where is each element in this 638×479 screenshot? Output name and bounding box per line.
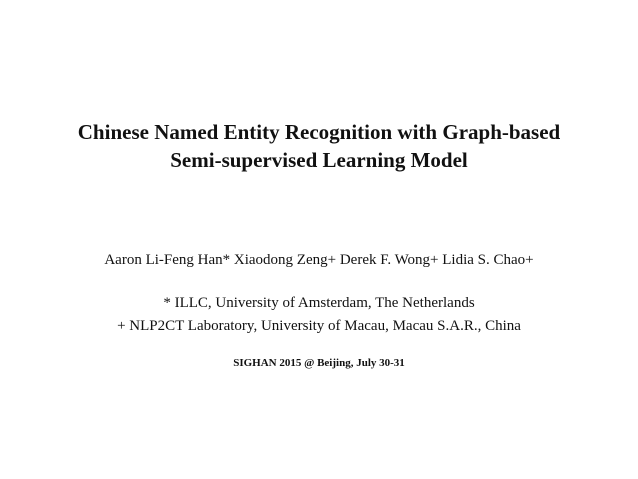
affiliation-illc: * ILLC, University of Amsterdam, The Netherlands <box>163 295 475 311</box>
author-list: Aaron Li-Feng Han* Xiaodong Zeng+ Derek F. Wong+ Lidia S. Chao+ <box>104 252 534 268</box>
conference-venue: SIGHAN 2015 @ Beijing, July 30-31 <box>233 357 405 369</box>
paper-title-line-1: Chinese Named Entity Recognition with Graph-based <box>77 120 561 144</box>
affiliation-list <box>0 292 638 338</box>
affiliation-nlp2ct: + NLP2CT Laboratory, University of Macau, Macau S.A.R., China <box>117 318 521 334</box>
paper-title <box>0 118 638 174</box>
paper-title-line-2: Semi-supervised Learning Model <box>170 148 468 172</box>
